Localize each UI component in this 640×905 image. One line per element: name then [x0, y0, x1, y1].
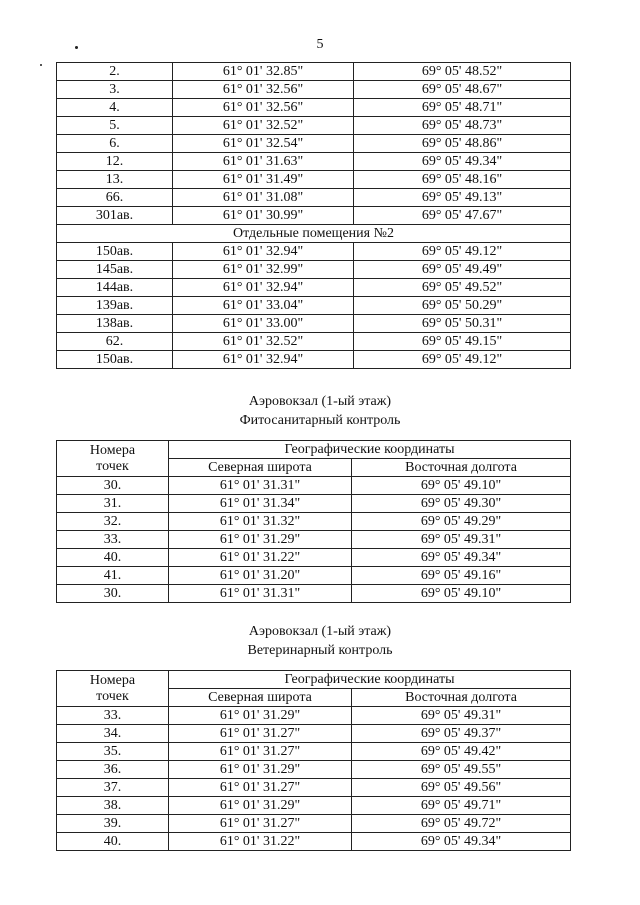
coordinates-table-3	[56, 670, 571, 851]
latitude-cell: 61° 01' 31.49"	[173, 171, 354, 189]
point-number: 6.	[57, 135, 173, 153]
point-number: 12.	[57, 153, 173, 171]
latitude-cell: 61° 01' 32.54"	[173, 135, 354, 153]
table-row	[57, 189, 571, 207]
latitude-cell: 61° 01' 32.52"	[173, 333, 354, 351]
point-number: 2.	[57, 63, 173, 81]
table-row	[57, 81, 571, 99]
point-number: 144ав.	[57, 279, 173, 297]
latitude-cell: 61° 01' 31.08"	[173, 189, 354, 207]
point-number: 30.	[57, 477, 169, 495]
latitude-cell: 61° 01' 31.29"	[169, 797, 352, 815]
point-number: 138ав.	[57, 315, 173, 333]
longitude-cell: 69° 05' 48.67"	[354, 81, 571, 99]
caption-line-1: Аэровокзал (1-ый этаж)	[248, 394, 392, 409]
point-number: 41.	[57, 567, 169, 585]
table-row	[57, 63, 571, 81]
latitude-cell: 61° 01' 31.27"	[169, 743, 352, 761]
longitude-cell: 69° 05' 50.31"	[354, 315, 571, 333]
table-row	[57, 585, 571, 603]
latitude-cell: 61° 01' 33.04"	[173, 297, 354, 315]
table-row	[57, 531, 571, 549]
longitude-cell: 69° 05' 49.30"	[352, 495, 571, 513]
table-row	[57, 297, 571, 315]
point-number: 33.	[57, 707, 169, 725]
table-row	[57, 815, 571, 833]
point-number: 32.	[57, 513, 169, 531]
table-row	[57, 153, 571, 171]
longitude-cell: 69° 05' 49.72"	[352, 815, 571, 833]
point-number: 13.	[57, 171, 173, 189]
latitude-cell: 61° 01' 31.29"	[169, 531, 352, 549]
longitude-cell: 69° 05' 49.34"	[352, 833, 571, 851]
longitude-cell: 69° 05' 49.34"	[352, 549, 571, 567]
table-row	[57, 207, 571, 225]
latitude-cell: 61° 01' 32.52"	[173, 117, 354, 135]
point-number: 150ав.	[57, 243, 173, 261]
points-header: Номера точек	[57, 671, 169, 707]
point-number: 36.	[57, 761, 169, 779]
point-number: 66.	[57, 189, 173, 207]
latitude-cell: 61° 01' 31.22"	[169, 549, 352, 567]
caption-line-2: Фитосанитарный контроль	[239, 413, 401, 428]
coordinates-table-1	[56, 62, 571, 369]
table-row	[57, 725, 571, 743]
longitude-cell: 69° 05' 48.52"	[354, 63, 571, 81]
table-row	[57, 171, 571, 189]
latitude-cell: 61° 01' 31.34"	[169, 495, 352, 513]
section-row	[57, 225, 571, 243]
lat-header: Северная широта	[169, 689, 352, 707]
point-number: 40.	[57, 549, 169, 567]
latitude-cell: 61° 01' 31.22"	[169, 833, 352, 851]
latitude-cell: 61° 01' 31.29"	[169, 761, 352, 779]
point-number: 31.	[57, 495, 169, 513]
latitude-cell: 61° 01' 31.31"	[169, 477, 352, 495]
longitude-cell: 69° 05' 49.31"	[352, 531, 571, 549]
latitude-cell: 61° 01' 31.27"	[169, 725, 352, 743]
latitude-cell: 61° 01' 31.20"	[169, 567, 352, 585]
coords-header: Географические координаты	[169, 441, 571, 459]
latitude-cell: 61° 01' 31.27"	[169, 815, 352, 833]
section-label: Отдельные помещения №2	[57, 225, 571, 243]
latitude-cell: 61° 01' 31.27"	[169, 779, 352, 797]
point-number: 37.	[57, 779, 169, 797]
longitude-cell: 69° 05' 49.12"	[354, 351, 571, 369]
table-row	[57, 707, 571, 725]
table-row	[57, 477, 571, 495]
latitude-cell: 61° 01' 31.31"	[169, 585, 352, 603]
point-number: 62.	[57, 333, 173, 351]
table-row	[57, 833, 571, 851]
table-row	[57, 99, 571, 117]
longitude-cell: 69° 05' 48.86"	[354, 135, 571, 153]
table-row	[57, 743, 571, 761]
longitude-cell: 69° 05' 48.16"	[354, 171, 571, 189]
table-row	[57, 351, 571, 369]
section-caption	[0, 622, 640, 660]
latitude-cell: 61° 01' 32.56"	[173, 99, 354, 117]
table-row	[57, 549, 571, 567]
longitude-cell: 69° 05' 49.42"	[352, 743, 571, 761]
longitude-cell: 69° 05' 49.56"	[352, 779, 571, 797]
scan-speck	[75, 46, 78, 49]
latitude-cell: 61° 01' 33.00"	[173, 315, 354, 333]
latitude-cell: 61° 01' 31.29"	[169, 707, 352, 725]
table-row	[57, 333, 571, 351]
table-row	[57, 513, 571, 531]
point-number: 35.	[57, 743, 169, 761]
longitude-cell: 69° 05' 49.15"	[354, 333, 571, 351]
coords-header: Географические координаты	[169, 671, 571, 689]
longitude-cell: 69° 05' 49.31"	[352, 707, 571, 725]
lon-header: Восточная долгота	[352, 689, 571, 707]
longitude-cell: 69° 05' 49.10"	[352, 585, 571, 603]
lat-header: Северная широта	[169, 459, 352, 477]
latitude-cell: 61° 01' 31.63"	[173, 153, 354, 171]
longitude-cell: 69° 05' 49.10"	[352, 477, 571, 495]
longitude-cell: 69° 05' 48.73"	[354, 117, 571, 135]
longitude-cell: 69° 05' 49.71"	[352, 797, 571, 815]
scan-speck	[40, 64, 42, 66]
longitude-cell: 69° 05' 49.16"	[352, 567, 571, 585]
point-number: 150ав.	[57, 351, 173, 369]
table-row	[57, 761, 571, 779]
longitude-cell: 69° 05' 49.49"	[354, 261, 571, 279]
longitude-cell: 69° 05' 47.67"	[354, 207, 571, 225]
longitude-cell: 69° 05' 49.52"	[354, 279, 571, 297]
latitude-cell: 61° 01' 31.32"	[169, 513, 352, 531]
table-row	[57, 495, 571, 513]
table-row	[57, 315, 571, 333]
coordinates-table-2	[56, 440, 571, 603]
caption-line-2: Ветеринарный контроль	[247, 643, 393, 658]
table-row	[57, 779, 571, 797]
page-number: 5	[316, 37, 324, 52]
table-row	[57, 797, 571, 815]
section-caption	[0, 392, 640, 430]
latitude-cell: 61° 01' 32.85"	[173, 63, 354, 81]
longitude-cell: 69° 05' 49.29"	[352, 513, 571, 531]
point-number: 38.	[57, 797, 169, 815]
longitude-cell: 69° 05' 49.37"	[352, 725, 571, 743]
point-number: 40.	[57, 833, 169, 851]
latitude-cell: 61° 01' 32.94"	[173, 351, 354, 369]
point-number: 139ав.	[57, 297, 173, 315]
latitude-cell: 61° 01' 32.56"	[173, 81, 354, 99]
point-number: 34.	[57, 725, 169, 743]
point-number: 145ав.	[57, 261, 173, 279]
latitude-cell: 61° 01' 32.94"	[173, 243, 354, 261]
longitude-cell: 69° 05' 49.55"	[352, 761, 571, 779]
point-number: 301ав.	[57, 207, 173, 225]
longitude-cell: 69° 05' 49.12"	[354, 243, 571, 261]
longitude-cell: 69° 05' 49.34"	[354, 153, 571, 171]
caption-line-1: Аэровокзал (1-ый этаж)	[248, 624, 392, 639]
table-row	[57, 135, 571, 153]
lon-header: Восточная долгота	[352, 459, 571, 477]
longitude-cell: 69° 05' 48.71"	[354, 99, 571, 117]
table-row	[57, 567, 571, 585]
longitude-cell: 69° 05' 49.13"	[354, 189, 571, 207]
longitude-cell: 69° 05' 50.29"	[354, 297, 571, 315]
point-number: 5.	[57, 117, 173, 135]
latitude-cell: 61° 01' 32.99"	[173, 261, 354, 279]
latitude-cell: 61° 01' 32.94"	[173, 279, 354, 297]
point-number: 33.	[57, 531, 169, 549]
latitude-cell: 61° 01' 30.99"	[173, 207, 354, 225]
point-number: 30.	[57, 585, 169, 603]
point-number: 39.	[57, 815, 169, 833]
point-number: 3.	[57, 81, 173, 99]
table-row	[57, 261, 571, 279]
points-header: Номера точек	[57, 441, 169, 477]
table-row	[57, 243, 571, 261]
point-number: 4.	[57, 99, 173, 117]
table-row	[57, 117, 571, 135]
table-row	[57, 279, 571, 297]
